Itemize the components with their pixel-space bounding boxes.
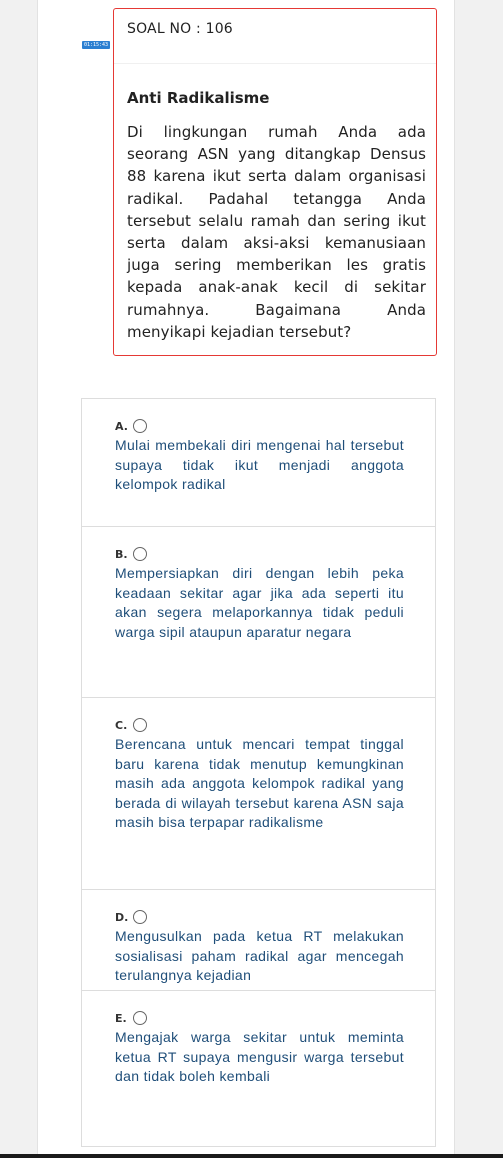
radio-button[interactable] (133, 910, 147, 924)
option-c[interactable] (82, 698, 435, 890)
option-text: Mengajak warga sekitar untuk meminta ketua RT supaya mengusir warga tersebut dan tidak boleh kembali (115, 1029, 404, 1084)
question-card (113, 8, 437, 356)
bottom-bar (0, 1154, 503, 1158)
option-letter: A. (115, 419, 128, 433)
radio-button[interactable] (133, 718, 147, 732)
radio-button[interactable] (133, 419, 147, 433)
option-d-head (115, 910, 147, 924)
option-b-head (115, 547, 147, 561)
question-title: Anti Radikalisme (127, 89, 270, 107)
option-a[interactable] (82, 399, 435, 527)
option-text: Mulai membekali diri mengenai hal tersebut supaya tidak ikut menjadi anggota kelompok radikal (115, 437, 404, 492)
option-e-head (115, 1011, 147, 1025)
option-text: Mengusulkan pada ketua RT melakukan sosialisasi paham radikal agar mencegah terulangnya kejadian (115, 928, 404, 983)
radio-button[interactable] (133, 547, 147, 561)
card-divider (114, 63, 436, 64)
option-text: Berencana untuk mencari tempat tinggal baru karena tidak menutup kemungkinan masih ada anggota kelompok radikal yang berada di wilayah tersebut karena ASN saja masih bisa terpapar radikalisme (115, 736, 404, 830)
timestamp-tag: 01:15:43 (83, 42, 109, 48)
option-letter: D. (115, 910, 129, 924)
option-b[interactable] (82, 527, 435, 698)
option-letter: B. (115, 547, 128, 561)
radio-button[interactable] (133, 1011, 147, 1025)
option-letter: C. (115, 718, 128, 732)
option-d[interactable] (82, 890, 435, 991)
option-c-head (115, 718, 147, 732)
option-text: Mempersiapkan diri dengan lebih peka keadaan sekitar agar jika ada seperti itu akan segera melaporkannya tidak peduli warga sipil ataupun aparatur negara (115, 565, 404, 640)
answer-options-list (81, 398, 436, 1147)
question-number: SOAL NO : 106 (127, 21, 233, 37)
option-e[interactable] (82, 991, 435, 1146)
option-a-head (115, 419, 147, 433)
question-text: Di lingkungan rumah Anda ada seorang ASN yang ditangkap Densus 88 karena ikut serta dalam organisasi radikal. Padahal tetangga Anda tersebut selalu ramah dan sering ikut serta dalam aksi-aksi kemanusiaan juga sering memberikan les gratis kepada anak-anak kecil di sekitar rumahnya. Bagaimana Anda menyikapi kejadian tersebut? (127, 123, 426, 341)
option-letter: E. (115, 1011, 127, 1025)
